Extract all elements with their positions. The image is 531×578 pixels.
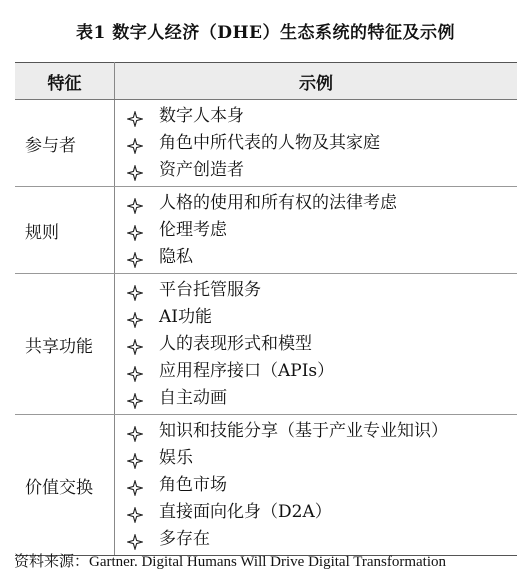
example-list — [115, 187, 517, 273]
table-row — [15, 415, 517, 556]
example-item-text: 平台托管服务 — [159, 280, 261, 300]
example-item — [115, 130, 517, 157]
example-item — [115, 385, 517, 412]
example-item-text: 多存在 — [159, 529, 210, 549]
example-list — [115, 415, 517, 555]
example-item-text: 角色市场 — [159, 475, 227, 495]
source-note: 资料来源：Gartner. Digital Humans Will Drive Digital Transformation — [14, 554, 446, 570]
example-item-text: 角色中所代表的人物及其家庭 — [159, 133, 380, 153]
four-pointed-star-bullet-icon — [127, 136, 143, 152]
example-item-text: 隐私 — [159, 247, 193, 267]
example-item — [115, 304, 517, 331]
four-pointed-star-bullet-icon — [127, 109, 143, 125]
category-cell: 共享功能 — [15, 274, 115, 415]
example-item — [115, 244, 517, 271]
example-item — [115, 526, 517, 553]
example-item-text: 娱乐 — [159, 448, 193, 468]
example-item-text: AI功能 — [159, 307, 212, 327]
table-row — [15, 100, 517, 187]
example-item — [115, 331, 517, 358]
example-item-text: 人的表现形式和模型 — [159, 334, 312, 354]
examples-cell — [115, 100, 518, 187]
header-feature: 特征 — [15, 63, 115, 100]
example-item-text: 数字人本身 — [159, 106, 244, 126]
four-pointed-star-bullet-icon — [127, 310, 143, 326]
example-item-text: 自主动画 — [159, 388, 227, 408]
category-cell: 参与者 — [15, 100, 115, 187]
example-item — [115, 217, 517, 244]
four-pointed-star-bullet-icon — [127, 250, 143, 266]
example-item — [115, 418, 517, 445]
example-item-text: 知识和技能分享（基于产业专业知识） — [159, 421, 448, 441]
example-item-text: 资产创造者 — [159, 160, 244, 180]
example-item — [115, 358, 517, 385]
example-item-text: 应用程序接口（APIs） — [159, 361, 335, 381]
table-row — [15, 274, 517, 415]
examples-cell — [115, 415, 518, 556]
example-item — [115, 157, 517, 184]
category-cell: 规则 — [15, 187, 115, 274]
table-row — [15, 187, 517, 274]
four-pointed-star-bullet-icon — [127, 532, 143, 548]
example-item — [115, 499, 517, 526]
four-pointed-star-bullet-icon — [127, 424, 143, 440]
four-pointed-star-bullet-icon — [127, 505, 143, 521]
example-item — [115, 445, 517, 472]
four-pointed-star-bullet-icon — [127, 163, 143, 179]
four-pointed-star-bullet-icon — [127, 196, 143, 212]
four-pointed-star-bullet-icon — [127, 337, 143, 353]
example-item — [115, 472, 517, 499]
example-item-text: 伦理考虑 — [159, 220, 227, 240]
examples-cell — [115, 187, 518, 274]
four-pointed-star-bullet-icon — [127, 223, 143, 239]
four-pointed-star-bullet-icon — [127, 283, 143, 299]
example-item — [115, 277, 517, 304]
example-item-text: 人格的使用和所有权的法律考虑 — [159, 193, 397, 213]
example-list — [115, 274, 517, 414]
four-pointed-star-bullet-icon — [127, 391, 143, 407]
four-pointed-star-bullet-icon — [127, 478, 143, 494]
example-list — [115, 100, 517, 186]
example-item — [115, 190, 517, 217]
examples-cell — [115, 274, 518, 415]
table-header-row — [15, 63, 517, 100]
example-item — [115, 103, 517, 130]
table-title: 表1 数字人经济（DHE）生态系统的特征及示例 — [75, 23, 455, 43]
four-pointed-star-bullet-icon — [127, 451, 143, 467]
example-item-text: 直接面向化身（D2A） — [159, 502, 332, 522]
features-table — [15, 62, 517, 556]
header-example: 示例 — [115, 63, 518, 100]
category-cell: 价值交换 — [15, 415, 115, 556]
four-pointed-star-bullet-icon — [127, 364, 143, 380]
